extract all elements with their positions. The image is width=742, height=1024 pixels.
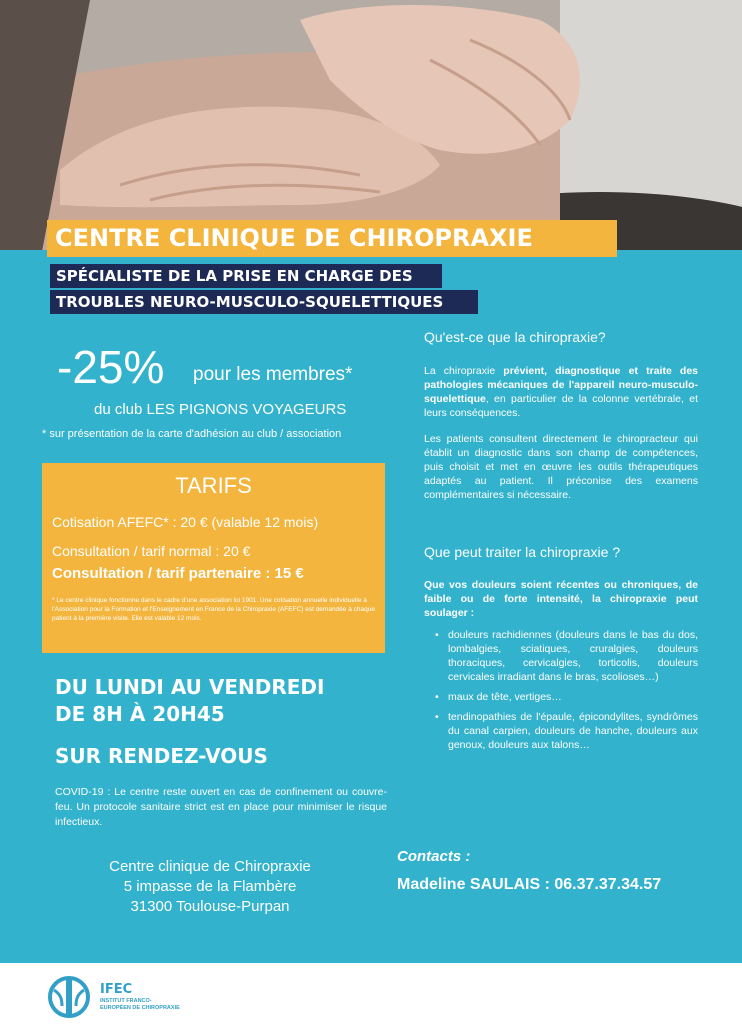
list-item <box>432 690 698 704</box>
about-p1-end: , en particulier de la colonne vertébrale, et leurs conséquences. <box>424 393 698 419</box>
tarif-normal: Consultation / tarif normal : 20 € <box>52 543 251 559</box>
list-item-text: tendinopathies de l'épaule, épicondylites, syndrômes du canal carpien, douleurs de hanche, douleurs aux genoux, douleurs aux talons… <box>448 711 698 751</box>
about-paragraph-1 <box>424 364 698 420</box>
question-what-is: Qu'est-ce que la chiropraxie? <box>424 329 606 345</box>
list-item-text: maux de tête, vertiges… <box>448 691 562 703</box>
tarif-partenaire: Consultation / tarif partenaire : 15 € <box>52 565 304 582</box>
subtitle-line-1: SPÉCIALISTE DE LA PRISE EN CHARGE DES <box>50 264 442 288</box>
logo-subtitle: INSTITUT FRANCO-EUROPÉEN DE CHIROPRAXIE <box>100 998 180 1011</box>
contacts-label: Contacts : <box>397 848 471 865</box>
about-paragraph-2: Les patients consultent directement le chiropracteur qui établit un diagnostic dans son champ de compétences, puis choisit et met en œuvre les outils thérapeutiques adaptés au patient. Il préconise des examens complémentaires si nécessaire. <box>424 433 698 501</box>
address-line-2: 5 impasse de la Flambère <box>123 878 297 895</box>
bullet-icon: • <box>435 629 439 641</box>
membership-note: * sur présentation de la carte d'adhésion au club / association <box>42 428 342 440</box>
treatment-list <box>432 628 698 758</box>
address-line-3: 31300 Toulouse-Purpan <box>130 898 290 915</box>
about-p1-bold: prévient, diagnostique et traite des pathologies mécaniques de l'appareil neuro-musculo-squelettique <box>424 365 699 405</box>
about-p3-bold: Que vos douleurs soient récentes ou chroniques, de faible ou de forte intensité, la chiropraxie peut soulager : <box>424 579 698 619</box>
question-what-treats: Que peut traiter la chiropraxie ? <box>424 544 621 560</box>
tarifs-title: TARIFS <box>175 473 252 498</box>
about-p1-start: La chiropraxie <box>424 365 504 377</box>
list-item-text: douleurs rachidiennes (douleurs dans le bas du dos, lombalgies, sciatiques, cruralgies, douleurs thoraciques, cervicalgies, torticolis, douleurs cervicales irradiant dans le bras, scolioses…) <box>448 629 698 683</box>
tarifs-footnote: * Le centre clinique fonctionne dans le cadre d'une association loi 1901. Une cotisation annuelle individuelle à l'Association pour la Formation et l'Enseignement en France de la Chiropraxie (AFEFC) est demandée à chaque patient à la première visite. Elle est valable 12 mois. <box>52 597 375 622</box>
list-item <box>432 628 698 684</box>
tarif-cotisation: Cotisation AFEFC* : 20 € (valable 12 mois) <box>52 514 319 530</box>
bullet-icon: • <box>435 691 439 703</box>
contact-phone: Madeline SAULAIS : 06.37.37.34.57 <box>397 876 662 893</box>
logo-name: IFEC <box>100 982 133 997</box>
page-title: CENTRE CLINIQUE DE CHIROPRAXIE <box>47 220 617 257</box>
discount-value: -25% <box>57 341 165 393</box>
subtitle-line-2: TROUBLES NEURO-MUSCULO-SQUELETTIQUES <box>50 290 478 314</box>
about-paragraph-3 <box>424 578 698 620</box>
ifec-logo-icon <box>44 976 94 1018</box>
covid-notice: COVID-19 : Le centre reste ouvert en cas de confinement ou couvre-feu. Un protocole sanitaire strict est en place pour minimiser le risque infectieux. <box>55 786 387 828</box>
appointment-note: SUR RENDEZ-VOUS <box>55 744 268 768</box>
discount-label: pour les membres* <box>193 364 353 385</box>
address-line-1: Centre clinique de Chiropraxie <box>109 858 311 875</box>
list-item <box>432 710 698 752</box>
tarifs-box <box>42 463 385 653</box>
bullet-icon: • <box>435 711 439 723</box>
club-name: du club LES PIGNONS VOYAGEURS <box>94 401 347 418</box>
schedule-hours: DE 8H À 20H45 <box>55 702 225 726</box>
schedule-days: DU LUNDI AU VENDREDI <box>55 675 325 699</box>
